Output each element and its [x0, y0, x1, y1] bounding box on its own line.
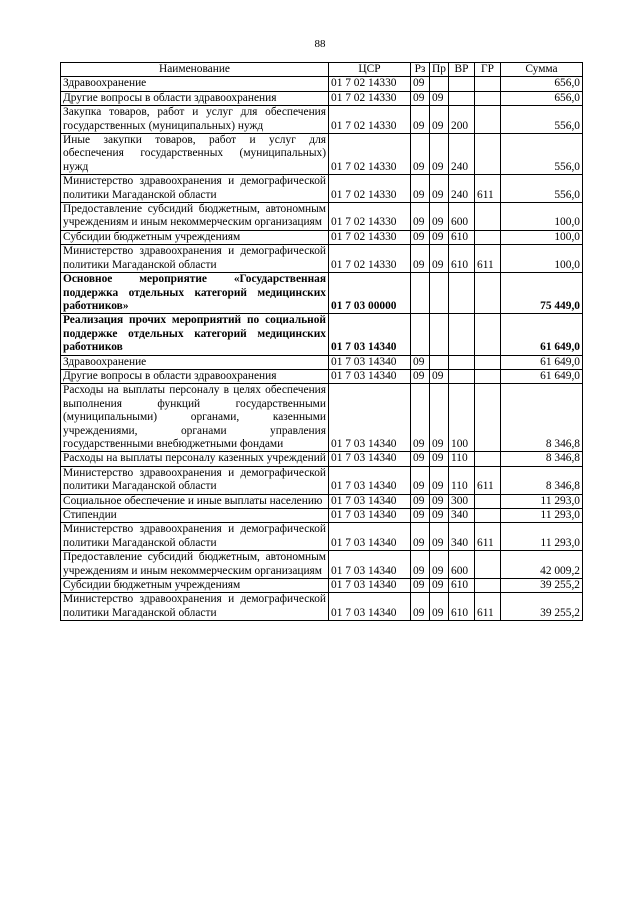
cell-sum: 556,0	[501, 175, 583, 203]
cell-gr	[475, 551, 501, 579]
cell-name: Здравоохранение	[61, 77, 329, 91]
cell-gr: 611	[475, 245, 501, 273]
cell-gr	[475, 355, 501, 369]
cell-name: Закупка товаров, работ и услуг для обеспечения государственных (муниципальных) нужд	[61, 106, 329, 134]
cell-pr: 09	[430, 106, 449, 134]
header-gr: ГР	[475, 63, 501, 77]
cell-rz: 09	[411, 452, 430, 466]
table-header-row	[61, 63, 583, 77]
cell-rz: 09	[411, 384, 430, 452]
cell-gr: 611	[475, 593, 501, 621]
cell-sum: 11 293,0	[501, 494, 583, 508]
table-row	[61, 593, 583, 621]
header-name: Наименование	[61, 63, 329, 77]
cell-name: Министерство здравоохранения и демографической политики Магаданской области	[61, 175, 329, 203]
cell-csr: 01 7 03 14340	[329, 384, 411, 452]
cell-name: Министерство здравоохранения и демографической политики Магаданской области	[61, 523, 329, 551]
cell-sum: 61 649,0	[501, 369, 583, 383]
header-rz: Рз	[411, 63, 430, 77]
cell-rz	[411, 273, 430, 314]
header-vr: ВР	[449, 63, 475, 77]
cell-pr	[430, 273, 449, 314]
cell-name: Министерство здравоохранения и демографической политики Магаданской области	[61, 245, 329, 273]
table-row	[61, 509, 583, 523]
cell-rz: 09	[411, 230, 430, 244]
cell-vr: 610	[449, 593, 475, 621]
cell-rz	[411, 314, 430, 355]
header-pr: Пр	[430, 63, 449, 77]
table-row	[61, 494, 583, 508]
cell-rz: 09	[411, 551, 430, 579]
cell-vr	[449, 369, 475, 383]
cell-gr	[475, 369, 501, 383]
cell-rz: 09	[411, 579, 430, 593]
cell-csr: 01 7 03 14340	[329, 494, 411, 508]
cell-vr	[449, 91, 475, 105]
table-row	[61, 175, 583, 203]
cell-vr: 240	[449, 134, 475, 175]
cell-rz: 09	[411, 466, 430, 494]
table-row	[61, 369, 583, 383]
cell-pr: 09	[430, 452, 449, 466]
cell-pr: 09	[430, 593, 449, 621]
cell-name: Стипендии	[61, 509, 329, 523]
cell-csr: 01 7 03 14340	[329, 579, 411, 593]
cell-vr	[449, 273, 475, 314]
cell-csr: 01 7 03 14340	[329, 314, 411, 355]
cell-pr: 09	[430, 466, 449, 494]
cell-pr: 09	[430, 230, 449, 244]
cell-csr: 01 7 02 14330	[329, 134, 411, 175]
cell-sum: 42 009,2	[501, 551, 583, 579]
cell-csr: 01 7 03 00000	[329, 273, 411, 314]
cell-vr: 240	[449, 175, 475, 203]
cell-pr: 09	[430, 579, 449, 593]
cell-csr: 01 7 02 14330	[329, 175, 411, 203]
cell-gr	[475, 384, 501, 452]
cell-pr	[430, 77, 449, 91]
table-row	[61, 452, 583, 466]
cell-gr: 611	[475, 466, 501, 494]
page-number: 88	[314, 38, 326, 50]
table-row	[61, 134, 583, 175]
cell-vr	[449, 355, 475, 369]
cell-gr	[475, 314, 501, 355]
table-row	[61, 230, 583, 244]
cell-pr: 09	[430, 509, 449, 523]
cell-sum: 75 449,0	[501, 273, 583, 314]
cell-name: Министерство здравоохранения и демографической политики Магаданской области	[61, 466, 329, 494]
cell-pr: 09	[430, 523, 449, 551]
cell-name: Другие вопросы в области здравоохранения	[61, 91, 329, 105]
cell-vr: 600	[449, 551, 475, 579]
cell-rz: 09	[411, 134, 430, 175]
table-row	[61, 314, 583, 355]
cell-gr	[475, 452, 501, 466]
cell-pr: 09	[430, 203, 449, 231]
cell-vr: 610	[449, 579, 475, 593]
cell-sum: 100,0	[501, 245, 583, 273]
cell-name: Расходы на выплаты персоналу в целях обеспечения выполнения функций государственными (муниципальными) органами, казенными учреждениями, органами управления государственными внебюджетными фондами	[61, 384, 329, 452]
cell-gr: 611	[475, 523, 501, 551]
cell-vr	[449, 77, 475, 91]
cell-name: Здравоохранение	[61, 355, 329, 369]
cell-rz: 09	[411, 355, 430, 369]
table-row	[61, 579, 583, 593]
cell-csr: 01 7 03 14340	[329, 551, 411, 579]
cell-rz: 09	[411, 106, 430, 134]
cell-csr: 01 7 03 14340	[329, 523, 411, 551]
cell-gr	[475, 106, 501, 134]
cell-name: Субсидии бюджетным учреждениям	[61, 230, 329, 244]
cell-gr	[475, 579, 501, 593]
cell-sum: 8 346,8	[501, 384, 583, 452]
cell-rz: 09	[411, 523, 430, 551]
cell-name: Социальное обеспечение и иные выплаты населению	[61, 494, 329, 508]
cell-pr: 09	[430, 245, 449, 273]
cell-gr	[475, 203, 501, 231]
cell-csr: 01 7 02 14330	[329, 77, 411, 91]
cell-name: Другие вопросы в области здравоохранения	[61, 369, 329, 383]
cell-csr: 01 7 02 14330	[329, 106, 411, 134]
cell-sum: 656,0	[501, 77, 583, 91]
cell-vr: 110	[449, 452, 475, 466]
cell-csr: 01 7 02 14330	[329, 245, 411, 273]
cell-rz: 09	[411, 494, 430, 508]
cell-name: Субсидии бюджетным учреждениям	[61, 579, 329, 593]
cell-sum: 61 649,0	[501, 314, 583, 355]
cell-pr: 09	[430, 384, 449, 452]
cell-rz: 09	[411, 369, 430, 383]
cell-pr: 09	[430, 551, 449, 579]
table-row	[61, 523, 583, 551]
cell-pr	[430, 314, 449, 355]
cell-sum: 8 346,8	[501, 466, 583, 494]
cell-sum: 556,0	[501, 106, 583, 134]
cell-csr: 01 7 02 14330	[329, 91, 411, 105]
cell-csr: 01 7 03 14340	[329, 369, 411, 383]
cell-gr	[475, 273, 501, 314]
cell-csr: 01 7 03 14340	[329, 452, 411, 466]
table-row	[61, 106, 583, 134]
cell-vr: 300	[449, 494, 475, 508]
cell-pr: 09	[430, 91, 449, 105]
cell-sum: 61 649,0	[501, 355, 583, 369]
cell-csr: 01 7 02 14330	[329, 203, 411, 231]
table-row	[61, 77, 583, 91]
cell-vr: 200	[449, 106, 475, 134]
cell-rz: 09	[411, 593, 430, 621]
cell-name: Иные закупки товаров, работ и услуг для обеспечения государственных (муниципальных) нужд	[61, 134, 329, 175]
cell-name: Предоставление субсидий бюджетным, автономным учреждениям и иным некоммерческим организациям	[61, 203, 329, 231]
cell-pr: 09	[430, 369, 449, 383]
cell-vr: 600	[449, 203, 475, 231]
cell-pr: 09	[430, 494, 449, 508]
table-row	[61, 273, 583, 314]
cell-vr: 110	[449, 466, 475, 494]
cell-csr: 01 7 03 14340	[329, 466, 411, 494]
cell-csr: 01 7 03 14340	[329, 593, 411, 621]
cell-vr: 340	[449, 509, 475, 523]
cell-sum: 656,0	[501, 91, 583, 105]
cell-gr	[475, 134, 501, 175]
cell-sum: 100,0	[501, 203, 583, 231]
table-body	[61, 77, 583, 621]
cell-csr: 01 7 03 14340	[329, 355, 411, 369]
cell-sum: 39 255,2	[501, 579, 583, 593]
table-row	[61, 203, 583, 231]
cell-name: Расходы на выплаты персоналу казенных учреждений	[61, 452, 329, 466]
cell-gr	[475, 230, 501, 244]
cell-vr: 340	[449, 523, 475, 551]
cell-name: Реализация прочих мероприятий по социальной поддержке отдельных категорий медицинских работников	[61, 314, 329, 355]
table-row	[61, 245, 583, 273]
cell-sum: 11 293,0	[501, 523, 583, 551]
table-row	[61, 384, 583, 452]
cell-name: Предоставление субсидий бюджетным, автономным учреждениям и иным некоммерческим организациям	[61, 551, 329, 579]
cell-csr: 01 7 02 14330	[329, 230, 411, 244]
table-row	[61, 551, 583, 579]
cell-sum: 11 293,0	[501, 509, 583, 523]
cell-rz: 09	[411, 175, 430, 203]
cell-pr: 09	[430, 175, 449, 203]
cell-sum: 8 346,8	[501, 452, 583, 466]
cell-pr	[430, 355, 449, 369]
table-row	[61, 466, 583, 494]
cell-vr: 100	[449, 384, 475, 452]
cell-rz: 09	[411, 245, 430, 273]
cell-vr: 610	[449, 230, 475, 244]
cell-name: Основное мероприятие «Государственная поддержка отдельных категорий медицинских работников»	[61, 273, 329, 314]
cell-rz: 09	[411, 509, 430, 523]
cell-pr: 09	[430, 134, 449, 175]
cell-gr	[475, 494, 501, 508]
table-row	[61, 355, 583, 369]
cell-rz: 09	[411, 77, 430, 91]
cell-name: Министерство здравоохранения и демографической политики Магаданской области	[61, 593, 329, 621]
cell-gr	[475, 91, 501, 105]
cell-sum: 100,0	[501, 230, 583, 244]
cell-rz: 09	[411, 203, 430, 231]
cell-vr: 610	[449, 245, 475, 273]
header-sum: Сумма	[501, 63, 583, 77]
header-csr: ЦСР	[329, 63, 411, 77]
cell-sum: 39 255,2	[501, 593, 583, 621]
cell-gr	[475, 77, 501, 91]
cell-vr	[449, 314, 475, 355]
budget-table	[60, 62, 583, 621]
cell-csr: 01 7 03 14340	[329, 509, 411, 523]
cell-gr	[475, 509, 501, 523]
cell-gr: 611	[475, 175, 501, 203]
cell-sum: 556,0	[501, 134, 583, 175]
table-row	[61, 91, 583, 105]
cell-rz: 09	[411, 91, 430, 105]
